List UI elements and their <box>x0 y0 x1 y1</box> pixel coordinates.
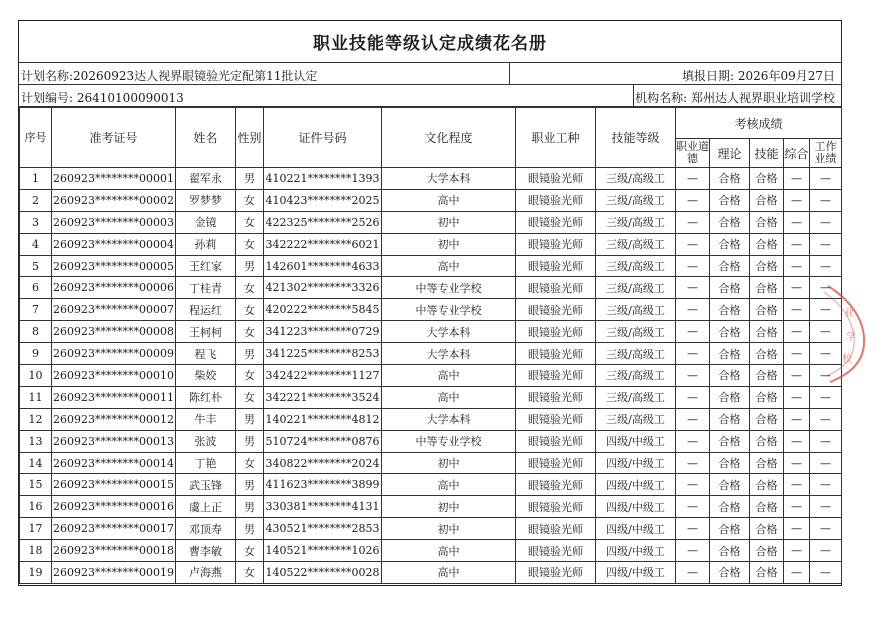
row-gender: 男 <box>236 496 264 518</box>
row-skill: 合格 <box>750 255 784 277</box>
table-row <box>20 233 842 255</box>
row-comprehensive: — <box>784 168 810 190</box>
row-occupation: 眼镜验光师 <box>516 518 596 540</box>
row-name: 程运红 <box>176 299 236 321</box>
row-seq: 13 <box>20 430 52 452</box>
row-performance: — <box>810 211 842 233</box>
row-seq: 6 <box>20 277 52 299</box>
row-performance: — <box>810 430 842 452</box>
row-education: 大学本科 <box>382 408 516 430</box>
row-performance: — <box>810 562 842 584</box>
row-exam-no: 260923********00005 <box>52 255 176 277</box>
row-name: 孙莉 <box>176 233 236 255</box>
row-exam-no: 260923********00019 <box>52 562 176 584</box>
plan-name: 计划名称:20260923达人视界眼镜验光定配第11批认定 <box>21 69 318 83</box>
row-occupation: 眼镜验光师 <box>516 299 596 321</box>
row-skill-level: 三级/高级工 <box>596 189 676 211</box>
row-comprehensive: — <box>784 233 810 255</box>
row-occupation: 眼镜验光师 <box>516 452 596 474</box>
row-id-no: 342222********6021 <box>264 233 382 255</box>
row-ethics: — <box>676 540 710 562</box>
row-exam-no: 260923********00001 <box>52 168 176 190</box>
row-ethics: — <box>676 211 710 233</box>
row-comprehensive: — <box>784 365 810 387</box>
row-exam-no: 260923********00002 <box>52 189 176 211</box>
row-education: 高中 <box>382 474 516 496</box>
row-education: 中等专业学校 <box>382 299 516 321</box>
header-name: 姓名 <box>176 108 236 168</box>
row-theory: 合格 <box>710 168 750 190</box>
row-seq: 17 <box>20 518 52 540</box>
row-comprehensive: — <box>784 496 810 518</box>
row-name: 王红家 <box>176 255 236 277</box>
row-occupation: 眼镜验光师 <box>516 540 596 562</box>
row-skill: 合格 <box>750 365 784 387</box>
row-name: 曹李敏 <box>176 540 236 562</box>
row-theory: 合格 <box>710 211 750 233</box>
row-performance: — <box>810 189 842 211</box>
header-occupation: 职业工种 <box>516 108 596 168</box>
row-id-no: 142601********4633 <box>264 255 382 277</box>
row-occupation: 眼镜验光师 <box>516 321 596 343</box>
table-row <box>20 452 842 474</box>
row-ethics: — <box>676 430 710 452</box>
row-occupation: 眼镜验光师 <box>516 365 596 387</box>
row-theory: 合格 <box>710 430 750 452</box>
header-id-no: 证件号码 <box>264 108 382 168</box>
row-theory: 合格 <box>710 189 750 211</box>
row-skill: 合格 <box>750 540 784 562</box>
row-theory: 合格 <box>710 496 750 518</box>
header-scores: 考核成绩 <box>676 108 842 139</box>
row-exam-no: 260923********00010 <box>52 365 176 387</box>
row-gender: 女 <box>236 321 264 343</box>
row-education: 大学本科 <box>382 343 516 365</box>
row-skill-level: 三级/高级工 <box>596 277 676 299</box>
row-seq: 11 <box>20 386 52 408</box>
row-gender: 女 <box>236 562 264 584</box>
row-id-no: 430521********2853 <box>264 518 382 540</box>
header-theory: 理论 <box>710 139 750 168</box>
row-performance: — <box>810 277 842 299</box>
row-id-no: 421302********3326 <box>264 277 382 299</box>
row-performance: — <box>810 452 842 474</box>
row-occupation: 眼镜验光师 <box>516 233 596 255</box>
row-ethics: — <box>676 496 710 518</box>
row-theory: 合格 <box>710 233 750 255</box>
row-name: 邓顶寿 <box>176 518 236 540</box>
row-name: 卢海燕 <box>176 562 236 584</box>
row-skill: 合格 <box>750 299 784 321</box>
row-performance: — <box>810 474 842 496</box>
row-theory: 合格 <box>710 365 750 387</box>
row-ethics: — <box>676 168 710 190</box>
row-skill: 合格 <box>750 518 784 540</box>
header-ethics: 职业道德 <box>676 139 710 168</box>
row-skill-level: 四级/中级工 <box>596 562 676 584</box>
svg-text:业: 业 <box>844 308 854 319</box>
row-occupation: 眼镜验光师 <box>516 168 596 190</box>
row-skill-level: 三级/高级工 <box>596 321 676 343</box>
header-comprehensive: 综合 <box>784 139 810 168</box>
row-seq: 15 <box>20 474 52 496</box>
row-exam-no: 260923********00006 <box>52 277 176 299</box>
row-comprehensive: — <box>784 408 810 430</box>
row-education: 高中 <box>382 386 516 408</box>
row-seq: 3 <box>20 211 52 233</box>
table-row <box>20 430 842 452</box>
row-skill-level: 四级/中级工 <box>596 540 676 562</box>
row-occupation: 眼镜验光师 <box>516 189 596 211</box>
row-exam-no: 260923********00014 <box>52 452 176 474</box>
row-skill: 合格 <box>750 321 784 343</box>
row-id-no: 140221********4812 <box>264 408 382 430</box>
row-ethics: — <box>676 321 710 343</box>
table-row <box>20 299 842 321</box>
table-row <box>20 211 842 233</box>
row-comprehensive: — <box>784 299 810 321</box>
row-occupation: 眼镜验光师 <box>516 211 596 233</box>
row-skill-level: 三级/高级工 <box>596 255 676 277</box>
row-ethics: — <box>676 474 710 496</box>
table-row <box>20 562 842 584</box>
row-education: 高中 <box>382 189 516 211</box>
row-name: 丁艳 <box>176 452 236 474</box>
row-ethics: — <box>676 343 710 365</box>
row-seq: 10 <box>20 365 52 387</box>
row-name: 罗梦梦 <box>176 189 236 211</box>
row-seq: 8 <box>20 321 52 343</box>
row-occupation: 眼镜验光师 <box>516 255 596 277</box>
row-gender: 女 <box>236 540 264 562</box>
table-row <box>20 408 842 430</box>
row-ethics: — <box>676 277 710 299</box>
row-seq: 19 <box>20 562 52 584</box>
header-skill-level: 技能等级 <box>596 108 676 168</box>
row-ethics: — <box>676 189 710 211</box>
row-comprehensive: — <box>784 518 810 540</box>
row-seq: 12 <box>20 408 52 430</box>
document-title: 职业技能等级认定成绩花名册 <box>19 21 841 63</box>
row-name: 陈红朴 <box>176 386 236 408</box>
row-gender: 男 <box>236 255 264 277</box>
row-theory: 合格 <box>710 343 750 365</box>
row-comprehensive: — <box>784 343 810 365</box>
row-gender: 女 <box>236 189 264 211</box>
row-theory: 合格 <box>710 474 750 496</box>
row-gender: 男 <box>236 168 264 190</box>
row-skill-level: 三级/高级工 <box>596 343 676 365</box>
table-row <box>20 474 842 496</box>
row-occupation: 眼镜验光师 <box>516 277 596 299</box>
row-skill: 合格 <box>750 189 784 211</box>
row-name: 虞上正 <box>176 496 236 518</box>
table-row <box>20 168 842 190</box>
row-performance: — <box>810 365 842 387</box>
row-skill: 合格 <box>750 343 784 365</box>
row-name: 牛丰 <box>176 408 236 430</box>
row-skill-level: 四级/中级工 <box>596 474 676 496</box>
table-row <box>20 518 842 540</box>
table-row <box>20 189 842 211</box>
row-seq: 1 <box>20 168 52 190</box>
row-seq: 18 <box>20 540 52 562</box>
header-skill: 技能 <box>750 139 784 168</box>
row-ethics: — <box>676 255 710 277</box>
row-education: 高中 <box>382 562 516 584</box>
row-name: 柴姣 <box>176 365 236 387</box>
row-ethics: — <box>676 452 710 474</box>
row-skill: 合格 <box>750 233 784 255</box>
row-comprehensive: — <box>784 277 810 299</box>
row-skill-level: 四级/中级工 <box>596 496 676 518</box>
row-skill-level: 三级/高级工 <box>596 365 676 387</box>
row-comprehensive: — <box>784 474 810 496</box>
row-id-no: 140522********0028 <box>264 562 382 584</box>
row-skill-level: 三级/高级工 <box>596 299 676 321</box>
row-skill-level: 三级/高级工 <box>596 168 676 190</box>
row-exam-no: 260923********00008 <box>52 321 176 343</box>
row-id-no: 420222********5845 <box>264 299 382 321</box>
row-seq: 2 <box>20 189 52 211</box>
row-education: 高中 <box>382 255 516 277</box>
svg-text:校: 校 <box>842 354 852 365</box>
row-exam-no: 260923********00004 <box>52 233 176 255</box>
row-performance: — <box>810 321 842 343</box>
row-id-no: 342221********3524 <box>264 386 382 408</box>
row-exam-no: 260923********00011 <box>52 386 176 408</box>
row-education: 大学本科 <box>382 168 516 190</box>
row-education: 初中 <box>382 211 516 233</box>
row-education: 初中 <box>382 496 516 518</box>
row-id-no: 341225********8253 <box>264 343 382 365</box>
row-gender: 女 <box>236 233 264 255</box>
row-gender: 女 <box>236 277 264 299</box>
row-theory: 合格 <box>710 540 750 562</box>
row-name: 翟军永 <box>176 168 236 190</box>
row-theory: 合格 <box>710 518 750 540</box>
header-gender: 性别 <box>236 108 264 168</box>
row-comprehensive: — <box>784 321 810 343</box>
plan-number: 计划编号: 26410100090013 <box>21 91 184 105</box>
row-id-no: 340822********2024 <box>264 452 382 474</box>
row-theory: 合格 <box>710 562 750 584</box>
row-id-no: 410221********1393 <box>264 168 382 190</box>
row-name: 程飞 <box>176 343 236 365</box>
table-row <box>20 496 842 518</box>
row-performance: — <box>810 408 842 430</box>
row-occupation: 眼镜验光师 <box>516 408 596 430</box>
row-performance: — <box>810 233 842 255</box>
row-gender: 男 <box>236 518 264 540</box>
row-id-no: 410423********2025 <box>264 189 382 211</box>
row-comprehensive: — <box>784 211 810 233</box>
row-occupation: 眼镜验光师 <box>516 343 596 365</box>
header-education: 文化程度 <box>382 108 516 168</box>
row-seq: 16 <box>20 496 52 518</box>
row-comprehensive: — <box>784 562 810 584</box>
row-comprehensive: — <box>784 189 810 211</box>
row-gender: 女 <box>236 386 264 408</box>
row-gender: 男 <box>236 408 264 430</box>
row-gender: 女 <box>236 365 264 387</box>
row-performance: — <box>810 168 842 190</box>
row-occupation: 眼镜验光师 <box>516 430 596 452</box>
row-skill-level: 三级/高级工 <box>596 233 676 255</box>
row-education: 中等专业学校 <box>382 430 516 452</box>
row-name: 丁桂青 <box>176 277 236 299</box>
row-occupation: 眼镜验光师 <box>516 386 596 408</box>
table-row <box>20 255 842 277</box>
row-education: 初中 <box>382 452 516 474</box>
row-id-no: 342422********1127 <box>264 365 382 387</box>
row-name: 金镜 <box>176 211 236 233</box>
organization-name: 机构名称: 郑州达人视界职业培训学校 <box>635 91 835 105</box>
row-performance: — <box>810 518 842 540</box>
row-skill-level: 四级/中级工 <box>596 452 676 474</box>
row-seq: 9 <box>20 343 52 365</box>
row-skill-level: 四级/中级工 <box>596 430 676 452</box>
row-skill: 合格 <box>750 452 784 474</box>
row-seq: 4 <box>20 233 52 255</box>
table-row <box>20 277 842 299</box>
row-education: 大学本科 <box>382 321 516 343</box>
row-theory: 合格 <box>710 386 750 408</box>
row-seq: 5 <box>20 255 52 277</box>
row-theory: 合格 <box>710 452 750 474</box>
row-theory: 合格 <box>710 408 750 430</box>
row-skill: 合格 <box>750 474 784 496</box>
row-skill: 合格 <box>750 496 784 518</box>
score-table <box>19 107 842 584</box>
row-comprehensive: — <box>784 452 810 474</box>
row-gender: 男 <box>236 430 264 452</box>
row-comprehensive: — <box>784 540 810 562</box>
row-gender: 男 <box>236 474 264 496</box>
row-performance: — <box>810 496 842 518</box>
header-performance: 工作业绩 <box>810 139 842 168</box>
row-performance: — <box>810 299 842 321</box>
row-ethics: — <box>676 233 710 255</box>
row-ethics: — <box>676 562 710 584</box>
row-ethics: — <box>676 299 710 321</box>
row-exam-no: 260923********00007 <box>52 299 176 321</box>
row-gender: 女 <box>236 211 264 233</box>
row-ethics: — <box>676 386 710 408</box>
row-exam-no: 260923********00003 <box>52 211 176 233</box>
row-exam-no: 260923********00015 <box>52 474 176 496</box>
row-skill-level: 三级/高级工 <box>596 211 676 233</box>
row-name: 张波 <box>176 430 236 452</box>
row-ethics: — <box>676 365 710 387</box>
row-name: 王柯柯 <box>176 321 236 343</box>
row-education: 高中 <box>382 540 516 562</box>
row-skill: 合格 <box>750 211 784 233</box>
plan-name-row <box>19 63 841 85</box>
row-gender: 女 <box>236 452 264 474</box>
row-seq: 7 <box>20 299 52 321</box>
row-skill: 合格 <box>750 430 784 452</box>
row-performance: — <box>810 255 842 277</box>
row-exam-no: 260923********00017 <box>52 518 176 540</box>
header-seq: 序号 <box>20 108 52 168</box>
svg-text:学: 学 <box>846 332 856 343</box>
row-performance: — <box>810 540 842 562</box>
row-skill-level: 三级/高级工 <box>596 408 676 430</box>
report-date: 填报日期: 2026年09月27日 <box>682 69 835 83</box>
header-exam-no: 准考证号 <box>52 108 176 168</box>
row-comprehensive: — <box>784 386 810 408</box>
row-exam-no: 260923********00012 <box>52 408 176 430</box>
row-comprehensive: — <box>784 430 810 452</box>
row-education: 初中 <box>382 518 516 540</box>
table-row <box>20 343 842 365</box>
row-education: 高中 <box>382 365 516 387</box>
row-skill: 合格 <box>750 562 784 584</box>
table-row <box>20 321 842 343</box>
row-theory: 合格 <box>710 255 750 277</box>
row-exam-no: 260923********00013 <box>52 430 176 452</box>
row-occupation: 眼镜验光师 <box>516 474 596 496</box>
row-skill: 合格 <box>750 277 784 299</box>
row-ethics: — <box>676 408 710 430</box>
row-skill-level: 三级/高级工 <box>596 386 676 408</box>
row-education: 初中 <box>382 233 516 255</box>
row-id-no: 140521********1026 <box>264 540 382 562</box>
row-skill: 合格 <box>750 386 784 408</box>
plan-no-row <box>19 85 841 107</box>
row-gender: 女 <box>236 299 264 321</box>
row-skill-level: 四级/中级工 <box>596 518 676 540</box>
row-exam-no: 260923********00009 <box>52 343 176 365</box>
row-performance: — <box>810 343 842 365</box>
row-performance: — <box>810 386 842 408</box>
row-occupation: 眼镜验光师 <box>516 496 596 518</box>
row-comprehensive: — <box>784 255 810 277</box>
table-row <box>20 386 842 408</box>
row-theory: 合格 <box>710 277 750 299</box>
row-theory: 合格 <box>710 321 750 343</box>
row-exam-no: 260923********00018 <box>52 540 176 562</box>
row-seq: 14 <box>20 452 52 474</box>
roster-sheet <box>18 20 842 586</box>
row-theory: 合格 <box>710 299 750 321</box>
row-name: 武玉锋 <box>176 474 236 496</box>
row-gender: 男 <box>236 343 264 365</box>
row-occupation: 眼镜验光师 <box>516 562 596 584</box>
row-exam-no: 260923********00016 <box>52 496 176 518</box>
row-skill: 合格 <box>750 408 784 430</box>
table-row <box>20 365 842 387</box>
row-id-no: 411623********3899 <box>264 474 382 496</box>
row-id-no: 422325********2526 <box>264 211 382 233</box>
table-row <box>20 540 842 562</box>
row-ethics: — <box>676 518 710 540</box>
row-id-no: 341223********0729 <box>264 321 382 343</box>
row-education: 中等专业学校 <box>382 277 516 299</box>
row-id-no: 510724********0876 <box>264 430 382 452</box>
row-id-no: 330381********4131 <box>264 496 382 518</box>
row-skill: 合格 <box>750 168 784 190</box>
